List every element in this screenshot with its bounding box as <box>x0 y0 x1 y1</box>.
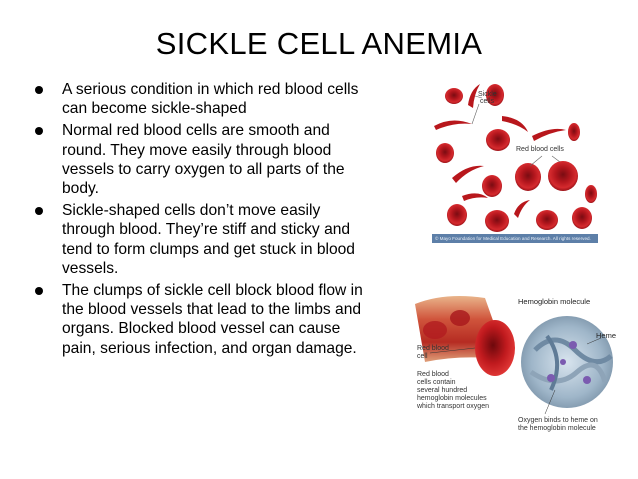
red-cell-icon <box>568 123 580 141</box>
hemoglobin-illustration <box>415 290 621 438</box>
red-cell-icon <box>585 185 597 203</box>
red-cell-icon <box>515 163 541 191</box>
red-cell-icon <box>548 161 578 191</box>
slide-title: SICKLE CELL ANEMIA <box>155 26 483 61</box>
red-cell-icon <box>475 320 515 376</box>
red-cell-icon <box>445 88 463 104</box>
red-cell-icon <box>482 175 502 197</box>
red-cell-icon <box>436 143 454 163</box>
bullet-item: A serious condition in which red blood cells can become sickle-shaped <box>28 80 373 118</box>
blood-cells-illustration <box>432 78 598 243</box>
cells-contain-label: Red blood <box>417 371 449 378</box>
bullet-item: Sickle-shaped cells don’t move easily through blood. They’re stiff and sticky and tend to form clumps and get stuck in blood vessels. <box>28 201 373 278</box>
red-blood-cells-label: Red blood cells <box>516 146 564 153</box>
cells-contain-label: several hundred <box>417 387 468 394</box>
red-cell-icon <box>447 204 467 226</box>
red-cell-icon <box>486 129 510 151</box>
heme-label: Heme <box>596 331 617 340</box>
copyright-credit: © Mayo Foundation for Medical Education and Research. All rights reserved. <box>435 236 591 241</box>
red-cell-icon <box>572 207 592 229</box>
cells-contain-label: hemoglobin molecules <box>417 395 487 402</box>
bullet-list <box>28 80 373 361</box>
oxygen-binds-label: the hemoglobin molecule <box>518 425 596 432</box>
blood-cells-graphic <box>432 78 598 243</box>
hemoglobin-molecule-label: Hemoglobin molecule <box>518 297 591 306</box>
hemoglobin-graphic <box>415 290 621 438</box>
sickle-cells-label: Sickle <box>478 91 497 98</box>
red-cell-icon <box>536 210 558 230</box>
cells-contain-label: which transport oxygen <box>417 403 489 410</box>
cells-contain-label: cells contain <box>417 379 456 386</box>
sickle-cells-label: cells <box>480 98 495 105</box>
oxygen-binds-label: Oxygen binds to heme on <box>518 417 598 424</box>
red-blood-cell-label: Red blood <box>417 345 449 352</box>
bullet-item: The clumps of sickle cell block blood flow in the blood vessels that lead to the limbs and organs. Blocked blood vessel can cause pain, serious infection, and organ damage. <box>28 281 373 358</box>
red-blood-cell-label: cell <box>417 353 428 360</box>
red-cell-icon <box>485 210 509 232</box>
bullet-item: Normal red blood cells are smooth and round. They move easily through blood vessels to carry oxygen to all parts of the body. <box>28 121 373 198</box>
